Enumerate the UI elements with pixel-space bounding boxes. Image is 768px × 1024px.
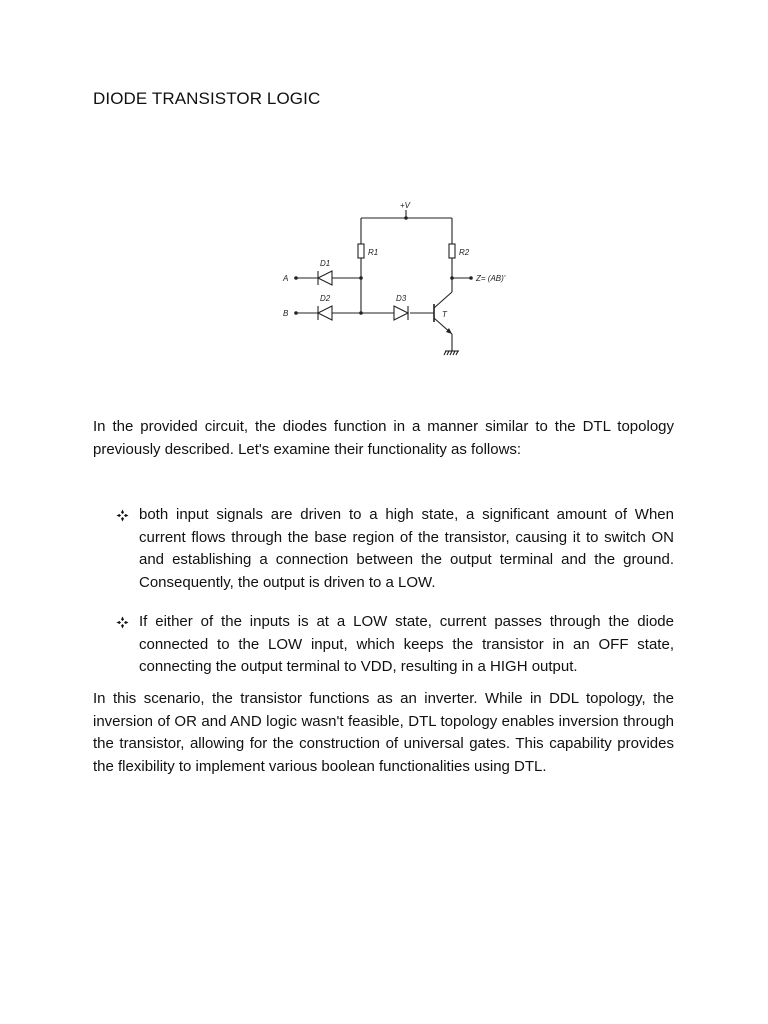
d1-label: D1 bbox=[320, 259, 331, 268]
dtl-circuit-diagram bbox=[276, 196, 516, 368]
resistor-r1 bbox=[358, 244, 364, 258]
d2-label: D2 bbox=[320, 294, 331, 303]
d3-label: D3 bbox=[396, 294, 407, 303]
list-item bbox=[116, 611, 674, 679]
r1-label: R1 bbox=[368, 248, 379, 257]
conclusion-paragraph: In this scenario, the transistor functions as an inverter. While in DDL topology, the inversion of OR and AND logic wasn't feasible, DTL topology enables inversion through the transistor, allowing for the construction of universal gates. This capability provides the flexibility to implement various boolean functionalities using DTL. bbox=[93, 690, 674, 775]
intro-paragraph: In the provided circuit, the diodes function in a manner similar to the DTL topology previously described. Let's examine their functionality as follows: bbox=[93, 418, 674, 458]
input-b-terminal bbox=[294, 311, 298, 315]
diode-d2 bbox=[318, 306, 332, 320]
r2-label: R2 bbox=[459, 248, 470, 257]
bullet-text: both input signals are driven to a high state, a significant amount of When current flows through the base region of the transistor, causing it to switch ON and establishing a connection between the output terminal and the ground. Consequently, the output is driven to a LOW. bbox=[139, 506, 674, 591]
input-a-terminal bbox=[294, 276, 298, 280]
diamond-bullet-icon bbox=[116, 509, 129, 522]
bullet-list bbox=[116, 504, 674, 679]
diode-d1 bbox=[318, 271, 332, 285]
page-title: DIODE TRANSISTOR LOGIC bbox=[93, 89, 321, 108]
output-terminal bbox=[469, 276, 473, 280]
supply-label: +V bbox=[400, 201, 411, 210]
diamond-bullet-icon bbox=[116, 616, 129, 629]
bullet-text: If either of the inputs is at a LOW state, current passes through the diode connected to the LOW input, which keeps the transistor in an OFF state, connecting the output terminal to VDD, resulting in a HIGH output. bbox=[139, 613, 674, 675]
input-b-label: B bbox=[283, 309, 289, 318]
output-label: Z= (AB)' bbox=[476, 274, 506, 283]
input-a-label: A bbox=[283, 274, 289, 283]
transistor-collector bbox=[434, 292, 452, 308]
diode-d3 bbox=[394, 306, 408, 320]
list-item bbox=[116, 504, 674, 594]
resistor-r2 bbox=[449, 244, 455, 258]
transistor-label: T bbox=[442, 310, 447, 319]
